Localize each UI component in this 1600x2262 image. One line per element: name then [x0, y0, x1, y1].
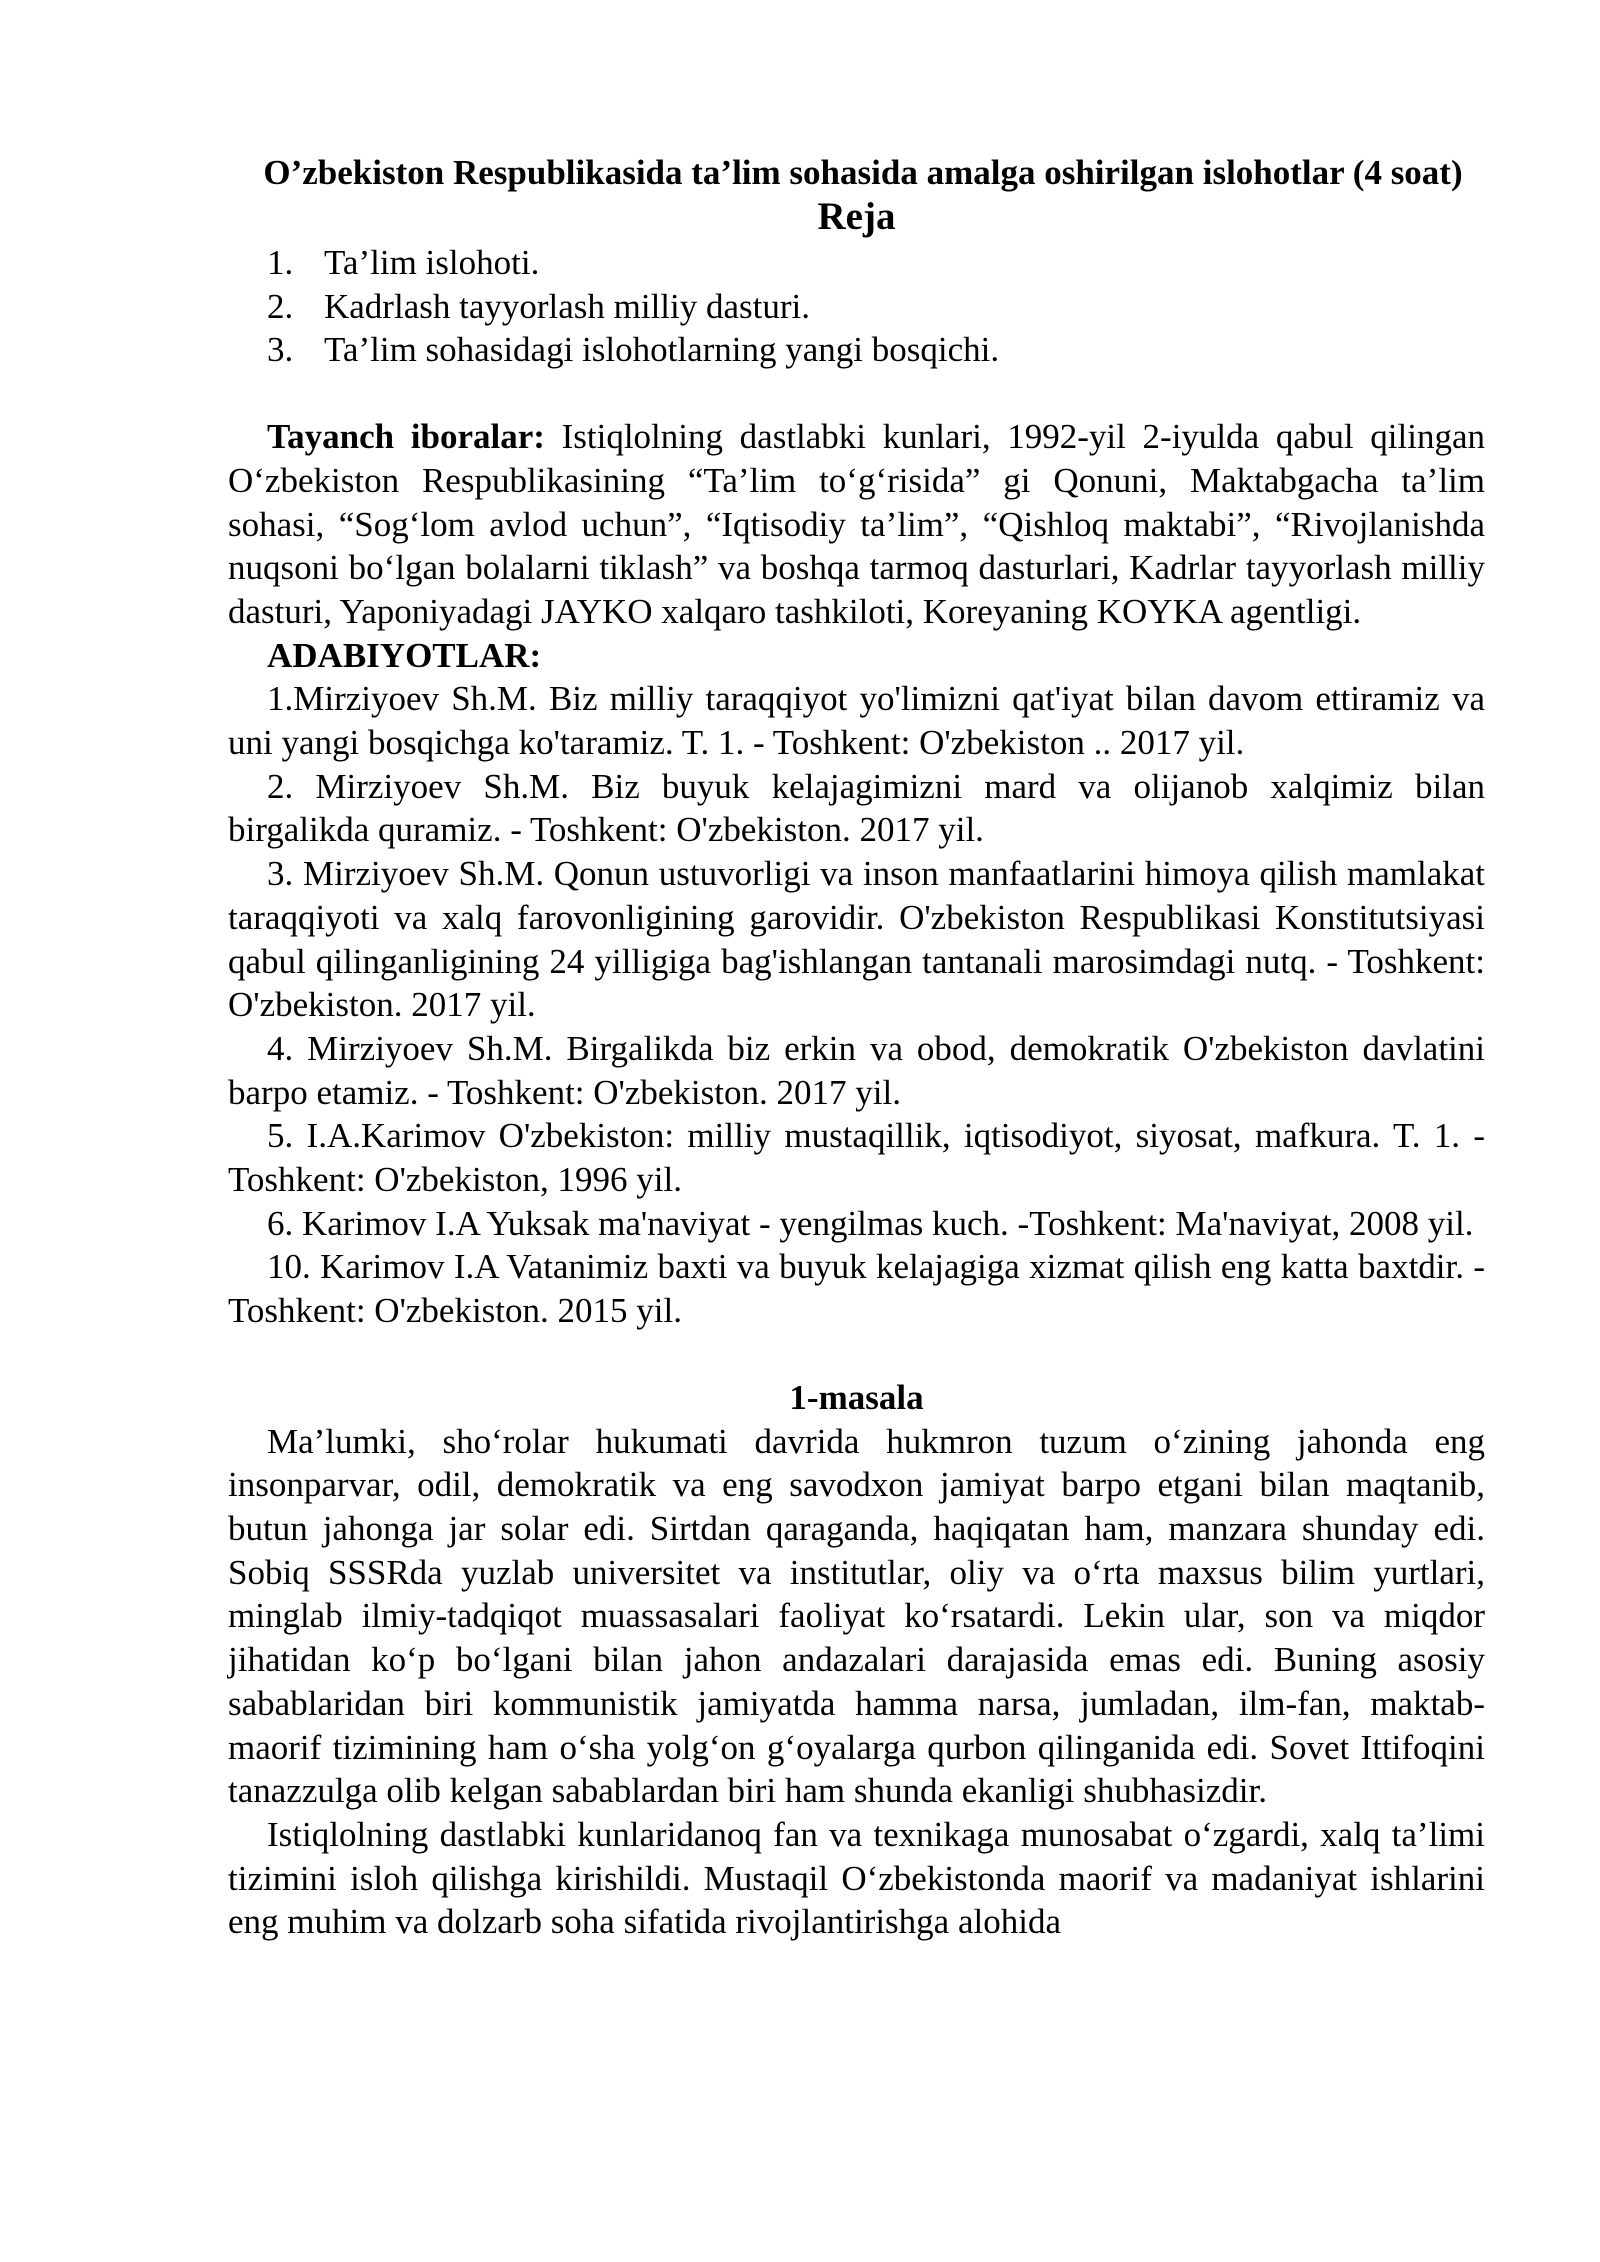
- document-title: O’zbekiston Respublikasida ta’lim sohasida amalga oshirilgan islohotlar (4 soat): [263, 153, 1463, 192]
- keywords-paragraph: [228, 415, 1485, 634]
- plan-item-number: 3.: [267, 330, 294, 370]
- literature-item: 4. Mirziyoev Sh.M. Birgalikda biz erkin va obod, demokratik O'zbekiston davlatini barpo etamiz. - Toshkent: O'zbekiston. 2017 yil.: [228, 1028, 1485, 1112]
- plan-item-text: Kadrlash tayyorlash milliy dasturi.: [324, 286, 811, 326]
- literature-item: 2. Mirziyoev Sh.M. Biz buyuk kelajagimizni mard va olijanob xalqimiz bilan birgalikda quramiz. - Toshkent: O'zbekiston. 2017 yil.: [228, 766, 1485, 850]
- plan-item-text: Ta’lim sohasidagi islohotlarning yangi bosqichi.: [324, 330, 1000, 370]
- document-page: [228, 152, 1485, 1944]
- plan-item-text: Ta’lim islohoti.: [324, 243, 540, 282]
- keywords-label: Tayanch iboralar:: [267, 417, 545, 457]
- section-paragraph: Ma’lumki, sho‘rolar hukumati davrida hukmron tuzum o‘zining jahonda eng insonparvar, odil, demokratik va eng savodxon jamiyat barpo etgani bilan maqtanib, butun jahonga jar solar edi. Sirtdan qaraganda, haqiqatan ham, manzara shunday edi. Sobiq SSSRda yuzlab universitet va institutlar, oliy va o‘rta maxsus bilim yurtlari, minglab ilmiy-tadqiqot muassasalari faoliyat ko‘rsatardi. Lekin ular, son va miqdor jihatidan ko‘p bo‘lgani bilan jahon andazalari darajasida emas edi. Buning asosiy sabablaridan biri kommunistik jamiyatda hamma narsa, jumladan, ilm-fan, maktab-maorif tizimining ham o‘sha yolg‘on g‘oyalarga qurbon qilinganida edi. Sovet Ittifoqini tanazzulga olib kelgan sabablardan biri ham shunda ekanligi shubhasizdir.: [228, 1421, 1485, 1811]
- keywords-text: Istiqlolning dastlabki kunlari, 1992-yil 2-iyulda qabul qilingan O‘zbekiston Respublikasining “Ta’lim to‘g‘risida” gi Qonuni, Maktabgacha ta’lim sohasi, “Sog‘lom avlod uchun”, “Iqtisodiy ta’lim”, “Qishloq maktabi”, “Rivojlanishda nuqsoni bo‘lgan bolalarni tiklash” va boshqa tarmoq dasturlari, Kadrlar tayyorlash milliy dasturi, Yaponiyadagi JAYKO xalqaro tashkiloti, Koreyaning KOYKA agentligi.: [228, 417, 1485, 631]
- plan-item-number: 1.: [267, 243, 294, 282]
- plan-item-number: 2.: [267, 286, 294, 326]
- plan-item: [228, 241, 1485, 285]
- literature-item: 6. Karimov I.A Yuksak ma'naviyat - yengilmas kuch. -Toshkent: Ma'naviyat, 2008 yil.: [267, 1203, 1474, 1243]
- plan-item: [228, 328, 1485, 372]
- literature-item: 3. Mirziyoev Sh.M. Qonun ustuvorligi va inson manfaatlarini himoya qilish mamlakat taraqqiyoti va xalq farovonligining garovidir. O'zbekiston Respublikasi Konstitutsiyasi qabul qilinganligining 24 yilligiga bag'ishlangan tantanali marosimdagi nutq. - Toshkent: O'zbekiston. 2017 yil.: [228, 854, 1485, 1025]
- literature-item: 1.Mirziyoev Sh.M. Biz milliy taraqqiyot yo'limizni qat'iyat bilan davom ettiramiz va uni yangi bosqichga ko'taramiz. T. 1. - Toshkent: O'zbekiston .. 2017 yil.: [228, 679, 1485, 763]
- plan-heading: Reja: [817, 195, 896, 238]
- plan-item: [228, 285, 1485, 329]
- literature-heading: ADABIYOTLAR:: [267, 635, 542, 675]
- spacer: [228, 372, 1485, 415]
- literature-item: 5. I.A.Karimov O'zbekiston: milliy mustaqillik, iqtisodiyot, siyosat, mafkura. T. 1. - Toshkent: O'zbekiston, 1996 yil.: [228, 1116, 1485, 1200]
- section-heading: 1-masala: [789, 1377, 924, 1417]
- plan-list: [228, 241, 1485, 372]
- literature-item: 10. Karimov I.A Vatanimiz baxti va buyuk kelajagiga xizmat qilish eng katta baxtdir. - Toshkent: O'zbekiston. 2015 yil.: [228, 1247, 1485, 1331]
- section-paragraph: Istiqlolning dastlabki kunlaridanoq fan va texnikaga munosabat o‘zgardi, xalq ta’limi tizimini isloh qilishga kirishildi. Mustaqil O‘zbekistonda maorif va madaniyat ishlarini eng muhim va dolzarb soha sifatida rivojlantirishga alohida: [228, 1814, 1485, 1942]
